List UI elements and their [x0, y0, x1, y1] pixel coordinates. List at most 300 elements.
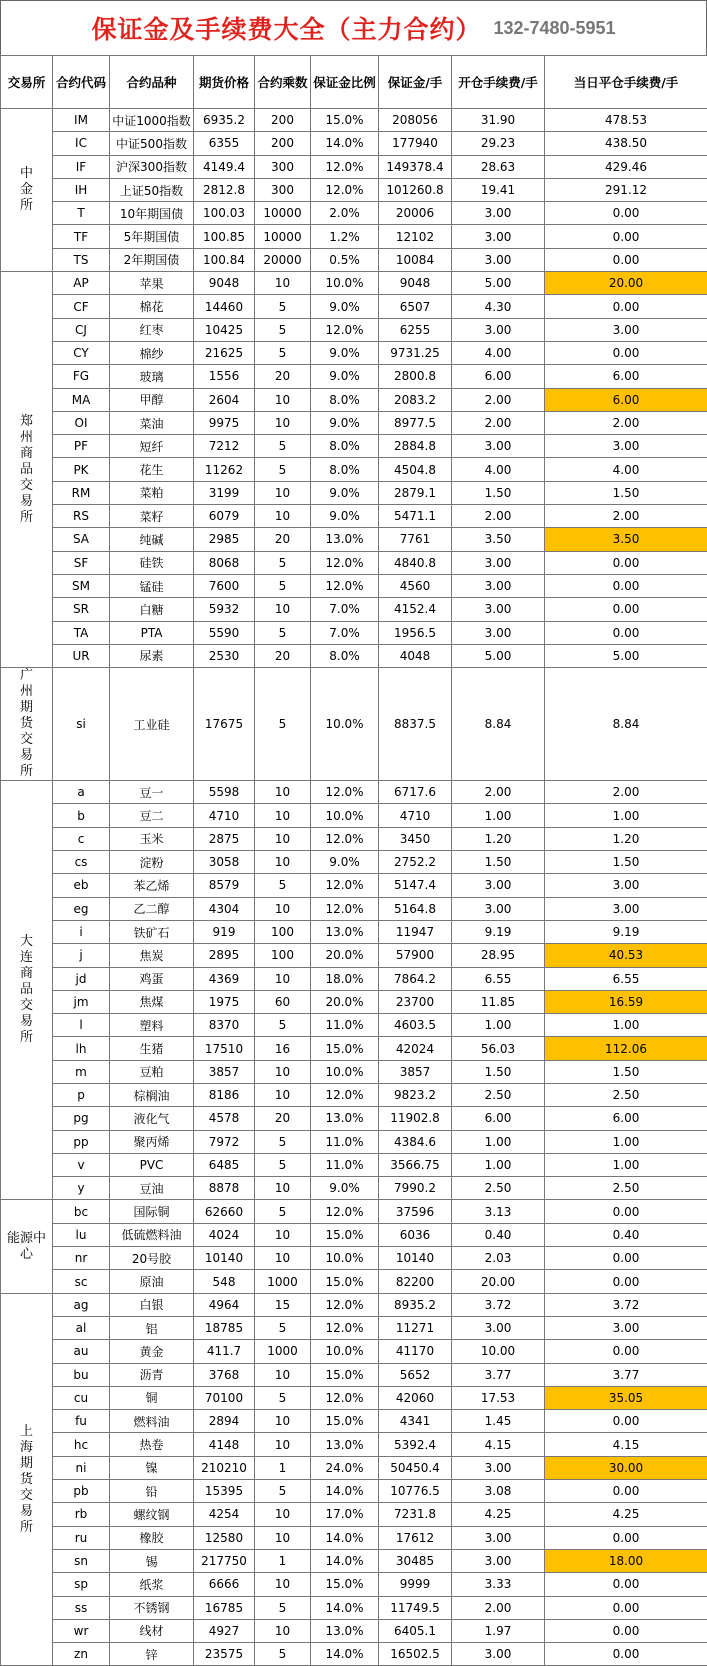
product-cell: 红枣 — [110, 318, 194, 341]
price-cell: 6666 — [194, 1573, 255, 1596]
table-row — [1, 781, 707, 804]
product-cell: 中证1000指数 — [110, 109, 194, 132]
table-row — [1, 574, 707, 597]
close-today-fee-cell: 291.12 — [545, 178, 707, 201]
table-row — [1, 1247, 707, 1270]
margin-per-lot-cell: 42024 — [379, 1037, 452, 1060]
margin-ratio-cell: 14.0% — [311, 1480, 379, 1503]
margin-per-lot-cell: 10084 — [379, 248, 452, 271]
close-today-fee-cell: 0.00 — [545, 1340, 707, 1363]
close-today-fee-cell: 3.00 — [545, 435, 707, 458]
open-fee-cell: 3.00 — [452, 897, 545, 920]
close-today-fee-cell: 1.00 — [545, 1153, 707, 1176]
product-cell: 豆二 — [110, 804, 194, 827]
price-cell: 62660 — [194, 1200, 255, 1223]
open-fee-cell: 4.30 — [452, 295, 545, 318]
table-row — [1, 851, 707, 874]
open-fee-cell: 0.40 — [452, 1223, 545, 1246]
price-cell: 21625 — [194, 341, 255, 364]
product-cell: 国际铜 — [110, 1200, 194, 1223]
price-cell: 2985 — [194, 528, 255, 551]
multiplier-cell: 10 — [255, 1433, 311, 1456]
code-cell: SM — [53, 574, 110, 597]
close-today-fee-cell: 0.00 — [545, 1619, 707, 1642]
margin-per-lot-cell: 101260.8 — [379, 178, 452, 201]
close-today-fee-cell: 0.00 — [545, 1410, 707, 1433]
code-cell: RM — [53, 481, 110, 504]
price-cell: 4148 — [194, 1433, 255, 1456]
price-cell: 10425 — [194, 318, 255, 341]
margin-per-lot-cell: 3857 — [379, 1060, 452, 1083]
code-cell: pb — [53, 1480, 110, 1503]
code-cell: IF — [53, 155, 110, 178]
margin-per-lot-cell: 4048 — [379, 644, 452, 667]
code-cell: v — [53, 1153, 110, 1176]
table-row — [1, 1363, 707, 1386]
header-close-today-fee: 当日平仓手续费/手 — [545, 56, 707, 109]
margin-per-lot-cell: 20006 — [379, 202, 452, 225]
price-cell: 9975 — [194, 411, 255, 434]
close-today-fee-cell: 6.00 — [545, 365, 707, 388]
multiplier-cell: 60 — [255, 990, 311, 1013]
table-row — [1, 248, 707, 271]
multiplier-cell: 1 — [255, 1549, 311, 1572]
price-cell: 4254 — [194, 1503, 255, 1526]
margin-ratio-cell: 7.0% — [311, 621, 379, 644]
table-row — [1, 897, 707, 920]
table-row — [1, 1293, 707, 1316]
close-today-fee-cell: 478.53 — [545, 109, 707, 132]
multiplier-cell: 10 — [255, 1503, 311, 1526]
code-cell: hc — [53, 1433, 110, 1456]
code-cell: SA — [53, 528, 110, 551]
margin-ratio-cell: 9.0% — [311, 1177, 379, 1200]
price-cell: 4369 — [194, 967, 255, 990]
table-row — [1, 155, 707, 178]
product-cell: 2年期国债 — [110, 248, 194, 271]
table-row — [1, 318, 707, 341]
price-cell: 2895 — [194, 944, 255, 967]
margin-ratio-cell: 13.0% — [311, 1107, 379, 1130]
exchange-name-cell — [1, 272, 53, 668]
product-cell: 花生 — [110, 458, 194, 481]
price-cell: 14460 — [194, 295, 255, 318]
margin-per-lot-cell: 16502.5 — [379, 1643, 452, 1666]
open-fee-cell: 2.00 — [452, 781, 545, 804]
margin-ratio-cell: 10.0% — [311, 272, 379, 295]
open-fee-cell: 6.00 — [452, 1107, 545, 1130]
margin-ratio-cell: 20.0% — [311, 944, 379, 967]
margin-ratio-cell: 1.2% — [311, 225, 379, 248]
close-today-fee-cell: 0.00 — [545, 1643, 707, 1666]
margin-per-lot-cell: 37596 — [379, 1200, 452, 1223]
table-row — [1, 1619, 707, 1642]
close-today-fee-cell: 16.59 — [545, 990, 707, 1013]
multiplier-cell: 300 — [255, 155, 311, 178]
multiplier-cell: 10 — [255, 388, 311, 411]
product-cell: 纯碱 — [110, 528, 194, 551]
table-row — [1, 1223, 707, 1246]
margin-ratio-cell: 15.0% — [311, 109, 379, 132]
margin-per-lot-cell: 5471.1 — [379, 505, 452, 528]
margin-per-lot-cell: 7761 — [379, 528, 452, 551]
table-row — [1, 1107, 707, 1130]
margin-ratio-cell: 9.0% — [311, 365, 379, 388]
margin-per-lot-cell: 149378.4 — [379, 155, 452, 178]
product-cell: 甲醇 — [110, 388, 194, 411]
multiplier-cell: 5 — [255, 574, 311, 597]
open-fee-cell: 3.00 — [452, 874, 545, 897]
price-cell: 6485 — [194, 1153, 255, 1176]
fee-table — [0, 55, 707, 1666]
close-today-fee-cell: 1.00 — [545, 1130, 707, 1153]
close-today-fee-cell: 40.53 — [545, 944, 707, 967]
close-today-fee-cell: 0.00 — [545, 225, 707, 248]
table-row — [1, 827, 707, 850]
code-cell: b — [53, 804, 110, 827]
margin-per-lot-cell: 9731.25 — [379, 341, 452, 364]
price-cell: 15395 — [194, 1480, 255, 1503]
close-today-fee-cell: 429.46 — [545, 155, 707, 178]
margin-per-lot-cell: 8837.5 — [379, 668, 452, 781]
table-row — [1, 1060, 707, 1083]
code-cell: sp — [53, 1573, 110, 1596]
code-cell: TA — [53, 621, 110, 644]
page-title: 保证金及手续费大全（主力合约） — [91, 10, 481, 46]
price-cell: 2875 — [194, 827, 255, 850]
close-today-fee-cell: 0.00 — [545, 574, 707, 597]
code-cell: ru — [53, 1526, 110, 1549]
code-cell: fu — [53, 1410, 110, 1433]
multiplier-cell: 5 — [255, 295, 311, 318]
table-row — [1, 644, 707, 667]
product-cell: 鸡蛋 — [110, 967, 194, 990]
open-fee-cell: 3.00 — [452, 621, 545, 644]
close-today-fee-cell: 0.00 — [545, 1526, 707, 1549]
close-today-fee-cell: 2.00 — [545, 781, 707, 804]
close-today-fee-cell: 3.00 — [545, 897, 707, 920]
product-cell: PTA — [110, 621, 194, 644]
exchange-name: 郑州商品交易所 — [20, 414, 34, 526]
margin-per-lot-cell: 4384.6 — [379, 1130, 452, 1153]
table-row — [1, 944, 707, 967]
table-row — [1, 1083, 707, 1106]
margin-ratio-cell: 14.0% — [311, 1596, 379, 1619]
margin-ratio-cell: 14.0% — [311, 1526, 379, 1549]
product-cell: 豆粕 — [110, 1060, 194, 1083]
code-cell: TF — [53, 225, 110, 248]
product-cell: 液化气 — [110, 1107, 194, 1130]
margin-per-lot-cell: 9999 — [379, 1573, 452, 1596]
margin-per-lot-cell: 7231.8 — [379, 1503, 452, 1526]
product-cell: 铁矿石 — [110, 920, 194, 943]
open-fee-cell: 4.25 — [452, 1503, 545, 1526]
multiplier-cell: 10 — [255, 1083, 311, 1106]
close-today-fee-cell: 0.00 — [545, 341, 707, 364]
close-today-fee-cell: 2.50 — [545, 1083, 707, 1106]
price-cell: 5932 — [194, 598, 255, 621]
product-cell: 上证50指数 — [110, 178, 194, 201]
product-cell: 黄金 — [110, 1340, 194, 1363]
code-cell: m — [53, 1060, 110, 1083]
table-row — [1, 1549, 707, 1572]
table-body — [1, 109, 707, 1666]
code-cell: SR — [53, 598, 110, 621]
close-today-fee-cell: 0.40 — [545, 1223, 707, 1246]
multiplier-cell: 10 — [255, 598, 311, 621]
open-fee-cell: 1.50 — [452, 1060, 545, 1083]
margin-ratio-cell: 12.0% — [311, 1316, 379, 1339]
code-cell: UR — [53, 644, 110, 667]
close-today-fee-cell: 3.50 — [545, 528, 707, 551]
open-fee-cell: 1.00 — [452, 1014, 545, 1037]
table-row — [1, 202, 707, 225]
margin-per-lot-cell: 50450.4 — [379, 1456, 452, 1479]
open-fee-cell: 10.00 — [452, 1340, 545, 1363]
margin-per-lot-cell: 5164.8 — [379, 897, 452, 920]
open-fee-cell: 3.00 — [452, 1526, 545, 1549]
close-today-fee-cell: 9.19 — [545, 920, 707, 943]
header-product: 合约品种 — [110, 56, 194, 109]
multiplier-cell: 10 — [255, 1060, 311, 1083]
open-fee-cell: 3.08 — [452, 1480, 545, 1503]
product-cell: 聚丙烯 — [110, 1130, 194, 1153]
header-exchange: 交易所 — [1, 56, 53, 109]
price-cell: 3768 — [194, 1363, 255, 1386]
price-cell: 1556 — [194, 365, 255, 388]
close-today-fee-cell: 0.00 — [545, 1200, 707, 1223]
margin-ratio-cell: 12.0% — [311, 1293, 379, 1316]
price-cell: 8579 — [194, 874, 255, 897]
product-cell: 白银 — [110, 1293, 194, 1316]
code-cell: ss — [53, 1596, 110, 1619]
margin-ratio-cell: 8.0% — [311, 644, 379, 667]
margin-per-lot-cell: 42060 — [379, 1386, 452, 1409]
table-row — [1, 365, 707, 388]
price-cell: 70100 — [194, 1386, 255, 1409]
open-fee-cell: 28.95 — [452, 944, 545, 967]
code-cell: y — [53, 1177, 110, 1200]
exchange-name: 上海期货交易所 — [20, 1424, 34, 1536]
price-cell: 8878 — [194, 1177, 255, 1200]
price-cell: 100.84 — [194, 248, 255, 271]
margin-ratio-cell: 12.0% — [311, 178, 379, 201]
open-fee-cell: 3.50 — [452, 528, 545, 551]
margin-ratio-cell: 20.0% — [311, 990, 379, 1013]
table-row — [1, 481, 707, 504]
product-cell: 热卷 — [110, 1433, 194, 1456]
code-cell: IH — [53, 178, 110, 201]
close-today-fee-cell: 4.25 — [545, 1503, 707, 1526]
table-row — [1, 1410, 707, 1433]
code-cell: p — [53, 1083, 110, 1106]
product-cell: 菜油 — [110, 411, 194, 434]
code-cell: nr — [53, 1247, 110, 1270]
product-cell: 沥青 — [110, 1363, 194, 1386]
margin-ratio-cell: 9.0% — [311, 341, 379, 364]
multiplier-cell: 5 — [255, 874, 311, 897]
open-fee-cell: 3.00 — [452, 551, 545, 574]
exchange-name-cell — [1, 781, 53, 1200]
product-cell: 锡 — [110, 1549, 194, 1572]
close-today-fee-cell: 8.84 — [545, 668, 707, 781]
multiplier-cell: 10 — [255, 1223, 311, 1246]
price-cell: 210210 — [194, 1456, 255, 1479]
open-fee-cell: 2.50 — [452, 1177, 545, 1200]
code-cell: SF — [53, 551, 110, 574]
table-row — [1, 272, 707, 295]
product-cell: 螺纹钢 — [110, 1503, 194, 1526]
product-cell: 棉纱 — [110, 341, 194, 364]
table-row — [1, 132, 707, 155]
margin-ratio-cell: 10.0% — [311, 804, 379, 827]
code-cell: eb — [53, 874, 110, 897]
margin-ratio-cell: 11.0% — [311, 1014, 379, 1037]
margin-per-lot-cell: 6255 — [379, 318, 452, 341]
margin-per-lot-cell: 6405.1 — [379, 1619, 452, 1642]
table-row — [1, 1596, 707, 1619]
close-today-fee-cell: 0.00 — [545, 248, 707, 271]
price-cell: 9048 — [194, 272, 255, 295]
close-today-fee-cell: 18.00 — [545, 1549, 707, 1572]
margin-ratio-cell: 12.0% — [311, 155, 379, 178]
multiplier-cell: 1000 — [255, 1340, 311, 1363]
open-fee-cell: 3.00 — [452, 248, 545, 271]
open-fee-cell: 3.00 — [452, 574, 545, 597]
margin-ratio-cell: 10.0% — [311, 1340, 379, 1363]
open-fee-cell: 5.00 — [452, 272, 545, 295]
close-today-fee-cell: 35.05 — [545, 1386, 707, 1409]
margin-ratio-cell: 18.0% — [311, 967, 379, 990]
open-fee-cell: 1.00 — [452, 804, 545, 827]
table-row — [1, 528, 707, 551]
multiplier-cell: 5 — [255, 1200, 311, 1223]
close-today-fee-cell: 1.00 — [545, 804, 707, 827]
open-fee-cell: 2.00 — [452, 411, 545, 434]
margin-per-lot-cell: 2800.8 — [379, 365, 452, 388]
multiplier-cell: 300 — [255, 178, 311, 201]
code-cell: AP — [53, 272, 110, 295]
price-cell: 7600 — [194, 574, 255, 597]
open-fee-cell: 2.03 — [452, 1247, 545, 1270]
multiplier-cell: 5 — [255, 1153, 311, 1176]
code-cell: sc — [53, 1270, 110, 1293]
price-cell: 7972 — [194, 1130, 255, 1153]
open-fee-cell: 1.45 — [452, 1410, 545, 1433]
margin-ratio-cell: 13.0% — [311, 1619, 379, 1642]
margin-ratio-cell: 14.0% — [311, 1643, 379, 1666]
price-cell: 18785 — [194, 1316, 255, 1339]
price-cell: 1975 — [194, 990, 255, 1013]
code-cell: zn — [53, 1643, 110, 1666]
open-fee-cell: 29.23 — [452, 132, 545, 155]
open-fee-cell: 1.50 — [452, 481, 545, 504]
price-cell: 100.03 — [194, 202, 255, 225]
close-today-fee-cell: 1.50 — [545, 1060, 707, 1083]
open-fee-cell: 4.00 — [452, 458, 545, 481]
multiplier-cell: 5 — [255, 1316, 311, 1339]
code-cell: MA — [53, 388, 110, 411]
close-today-fee-cell: 5.00 — [545, 644, 707, 667]
open-fee-cell: 1.00 — [452, 1130, 545, 1153]
close-today-fee-cell: 0.00 — [545, 1596, 707, 1619]
table-row — [1, 178, 707, 201]
open-fee-cell: 4.15 — [452, 1433, 545, 1456]
margin-per-lot-cell: 82200 — [379, 1270, 452, 1293]
title-bar — [0, 0, 707, 55]
multiplier-cell: 10 — [255, 1410, 311, 1433]
table-row — [1, 1480, 707, 1503]
header-price: 期货价格 — [194, 56, 255, 109]
price-cell: 3058 — [194, 851, 255, 874]
multiplier-cell: 1000 — [255, 1270, 311, 1293]
close-today-fee-cell: 2.00 — [545, 411, 707, 434]
exchange-name: 广州期货交易所 — [20, 668, 34, 780]
margin-ratio-cell: 15.0% — [311, 1037, 379, 1060]
open-fee-cell: 3.13 — [452, 1200, 545, 1223]
price-cell: 411.7 — [194, 1340, 255, 1363]
close-today-fee-cell: 1.20 — [545, 827, 707, 850]
margin-per-lot-cell: 10140 — [379, 1247, 452, 1270]
margin-ratio-cell: 12.0% — [311, 897, 379, 920]
open-fee-cell: 56.03 — [452, 1037, 545, 1060]
open-fee-cell: 3.00 — [452, 1549, 545, 1572]
table-row — [1, 967, 707, 990]
close-today-fee-cell: 3.00 — [545, 1316, 707, 1339]
code-cell: al — [53, 1316, 110, 1339]
open-fee-cell: 1.50 — [452, 851, 545, 874]
product-cell: 硅铁 — [110, 551, 194, 574]
close-today-fee-cell: 0.00 — [545, 621, 707, 644]
code-cell: l — [53, 1014, 110, 1037]
code-cell: bu — [53, 1363, 110, 1386]
margin-per-lot-cell: 11947 — [379, 920, 452, 943]
code-cell: ag — [53, 1293, 110, 1316]
multiplier-cell: 20 — [255, 528, 311, 551]
close-today-fee-cell: 0.00 — [545, 295, 707, 318]
table-row — [1, 1130, 707, 1153]
header-open-fee: 开仓手续费/手 — [452, 56, 545, 109]
margin-ratio-cell: 12.0% — [311, 1386, 379, 1409]
margin-per-lot-cell: 6036 — [379, 1223, 452, 1246]
exchange-name-cell — [1, 1200, 53, 1293]
open-fee-cell: 2.50 — [452, 1083, 545, 1106]
multiplier-cell: 20 — [255, 644, 311, 667]
open-fee-cell: 6.55 — [452, 967, 545, 990]
close-today-fee-cell: 4.15 — [545, 1433, 707, 1456]
table-row — [1, 1340, 707, 1363]
close-today-fee-cell: 0.00 — [545, 1573, 707, 1596]
product-cell: 苯乙烯 — [110, 874, 194, 897]
product-cell: 淀粉 — [110, 851, 194, 874]
margin-per-lot-cell: 1956.5 — [379, 621, 452, 644]
price-cell: 23575 — [194, 1643, 255, 1666]
multiplier-cell: 5 — [255, 1386, 311, 1409]
table-row — [1, 920, 707, 943]
product-cell: 5年期国债 — [110, 225, 194, 248]
multiplier-cell: 5 — [255, 551, 311, 574]
open-fee-cell: 3.77 — [452, 1363, 545, 1386]
table-row — [1, 1433, 707, 1456]
header-multiplier: 合约乘数 — [255, 56, 311, 109]
open-fee-cell: 6.00 — [452, 365, 545, 388]
close-today-fee-cell: 0.00 — [545, 1247, 707, 1270]
code-cell: a — [53, 781, 110, 804]
table-row — [1, 1177, 707, 1200]
code-cell: PK — [53, 458, 110, 481]
margin-per-lot-cell: 8977.5 — [379, 411, 452, 434]
open-fee-cell: 3.00 — [452, 435, 545, 458]
